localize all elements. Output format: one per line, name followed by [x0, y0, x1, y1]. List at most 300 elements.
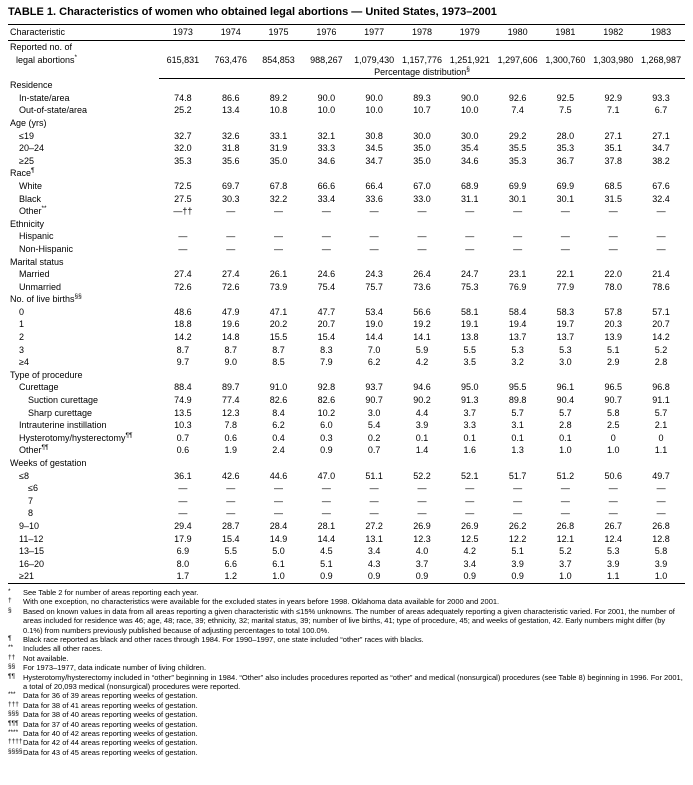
- cell-value: 8.7: [224, 344, 237, 355]
- cell-value: 92.9: [604, 92, 622, 103]
- cell-value: 94.6: [413, 382, 431, 393]
- table-row: [8, 495, 685, 508]
- cell-value: —††: [173, 206, 193, 217]
- cell-value: —: [274, 243, 284, 254]
- row-label-cell: [8, 507, 159, 520]
- footnote-marker: †††: [8, 700, 19, 708]
- cell-value: —: [369, 483, 379, 494]
- cell-value: —: [178, 495, 188, 506]
- section-row: [8, 457, 685, 470]
- cell-value: —: [465, 206, 475, 217]
- cell-value: 34.7: [652, 143, 670, 154]
- row-label: 13–15: [19, 546, 45, 557]
- cell-value: 3.2: [511, 357, 524, 368]
- cell-value: 14.9: [269, 533, 288, 544]
- cell-value: —: [560, 508, 570, 519]
- table-row: [8, 281, 685, 294]
- cell-value: 19.6: [221, 319, 240, 330]
- footnote-text: Hysterotomy/hysterectomy included in “other” beginning in 1984. “Other” also includes procedures reported as “other” and medical (nonsurgical) procedures (see Table 8) beginning in 1996. For 2001, a total of 20,093 medical (nonsurgical) procedures were reported.: [23, 672, 683, 691]
- cell-value: 91.3: [461, 395, 479, 406]
- cell-value: 68.9: [461, 180, 479, 191]
- footnote-marker: *: [8, 587, 11, 595]
- cell-value: 15.5: [269, 332, 288, 343]
- cell-value: 34.6: [317, 155, 336, 166]
- cell-value: —: [321, 231, 331, 242]
- row-label: 3: [19, 344, 25, 355]
- row-label: Hysterotomy/hysterectomy: [19, 432, 126, 443]
- cell-value: 18.8: [174, 319, 192, 330]
- cell-value: 1.0: [559, 445, 572, 456]
- cell-value: 13.7: [556, 332, 575, 343]
- footnote: [8, 673, 685, 692]
- cell-value: —: [465, 483, 475, 494]
- table-body: [8, 41, 685, 584]
- cell-value: 9.0: [224, 357, 237, 368]
- cell-value: 3.4: [367, 546, 381, 557]
- cell-value: 2.9: [606, 357, 620, 368]
- row-label: 8: [28, 508, 34, 519]
- cell-value: 5.7: [559, 407, 572, 418]
- cell-value: 47.9: [221, 306, 240, 317]
- cell-value: 1.9: [224, 445, 237, 456]
- footnote-marker: ††: [8, 653, 16, 661]
- cell-value: 89.2: [269, 92, 288, 103]
- cell-value: 7.5: [559, 105, 572, 116]
- row-label: Age (yrs): [10, 117, 47, 128]
- cell-value: 34.6: [461, 155, 479, 166]
- row-label: Black: [19, 193, 42, 204]
- table-row: [8, 381, 685, 394]
- cell-value: 9.7: [176, 357, 190, 368]
- cell-value: 8.4: [272, 407, 285, 418]
- row-label-cell: [8, 533, 159, 546]
- footnote: [8, 720, 685, 729]
- footnote-marker: §§§: [8, 710, 19, 718]
- row-label: ≥25: [19, 155, 34, 166]
- table-row: [8, 356, 685, 369]
- cell-value: 69.9: [508, 180, 527, 191]
- cell-value: 89.3: [413, 92, 431, 103]
- cell-value: 35.0: [413, 155, 431, 166]
- cell-value: —: [178, 483, 188, 494]
- cell-value: 8.0: [176, 558, 190, 569]
- column-header-year: 1979: [446, 25, 494, 41]
- section-row: [8, 256, 685, 269]
- cell-value: 5.1: [606, 344, 620, 355]
- cell-value: 32.1: [317, 130, 336, 141]
- cell-value: 32.0: [174, 143, 192, 154]
- cell-value: 5.7: [511, 407, 524, 418]
- cell-value: —: [417, 231, 427, 242]
- cell-value: 14.1: [413, 332, 431, 343]
- footnotes: [8, 588, 685, 757]
- cell-value: 3.5: [463, 357, 477, 368]
- cell-value: 5.4: [367, 420, 381, 431]
- column-header-year: 1982: [589, 25, 637, 41]
- cell-value: 0.9: [320, 571, 333, 582]
- cell-value: 35.4: [461, 143, 479, 154]
- cell-value: —: [560, 206, 570, 217]
- cell-value: 20.7: [652, 319, 670, 330]
- cell-value: 0.9: [463, 571, 477, 582]
- cell-value: —: [513, 483, 523, 494]
- cell-value: 615,831: [166, 54, 200, 65]
- footnote-text: With one exception, no characteristics were available for the excluded states in years before 1998. Oklahoma data available for 2000 and 2001.: [23, 597, 500, 607]
- footnote-marker: ¶¶: [125, 431, 133, 439]
- footnote: [8, 701, 685, 710]
- row-label: White: [19, 180, 43, 191]
- cell-value: 69.9: [556, 180, 575, 191]
- row-label: Unmarried: [19, 281, 62, 292]
- row-label-cell: [8, 444, 159, 457]
- cell-value: 1,300,760: [545, 54, 586, 65]
- label-line-1: Reported no. of: [10, 42, 73, 52]
- cell-value: 5.2: [559, 546, 572, 557]
- cell-value: 13.9: [604, 332, 622, 343]
- cell-value: —: [178, 231, 188, 242]
- cell-value: 33.3: [317, 143, 336, 154]
- cell-value: 4.3: [367, 558, 381, 569]
- cell-value: 32.6: [221, 130, 240, 141]
- table-row: [8, 318, 685, 331]
- row-label: ≤19: [19, 130, 34, 141]
- cell-value: 93.7: [365, 382, 383, 393]
- cell-value: 0.4: [272, 432, 285, 443]
- cell-value: 47.0: [317, 470, 336, 481]
- footnote-marker: ¶: [31, 167, 35, 175]
- cell-value: 58.1: [461, 306, 479, 317]
- cell-value: 52.2: [413, 470, 431, 481]
- cell-value: 90.0: [461, 92, 479, 103]
- cell-value: 1,303,980: [593, 54, 634, 65]
- row-label: Intrauterine instillation: [19, 420, 107, 431]
- section-row: [8, 218, 685, 231]
- cell-value: 0.1: [559, 432, 572, 443]
- table-row: [8, 482, 685, 495]
- row-label-cell: [8, 130, 159, 143]
- row-label: Suction curettage: [28, 395, 99, 406]
- cell-value: 92.8: [317, 382, 336, 393]
- cell-value: 68.5: [604, 180, 622, 191]
- cell-value: 47.1: [269, 306, 288, 317]
- cell-value: 14.8: [221, 332, 240, 343]
- cell-value: 8.7: [272, 344, 285, 355]
- section-label-cell: [8, 256, 685, 269]
- cell-value: 7.4: [511, 105, 524, 116]
- cell-value: 24.7: [461, 269, 479, 280]
- cell-value: —: [417, 243, 427, 254]
- row-label: Married: [19, 269, 50, 280]
- cell-value: 27.4: [221, 269, 240, 280]
- cell-value: —: [321, 495, 331, 506]
- cell-value: 3.7: [463, 407, 477, 418]
- cell-value: 13.1: [365, 533, 383, 544]
- table-row: [8, 205, 685, 218]
- footnote-text: Data for 42 of 44 areas reporting weeks of gestation.: [23, 738, 198, 748]
- row-label: Residence: [10, 80, 53, 91]
- cell-value: —: [178, 508, 188, 519]
- cell-value: 3.0: [367, 407, 381, 418]
- table-row: [8, 520, 685, 533]
- row-label: In-state/area: [19, 92, 70, 103]
- cell-value: 3.9: [606, 558, 620, 569]
- cell-value: 14.2: [652, 332, 670, 343]
- cell-value: 58.4: [508, 306, 527, 317]
- cell-value: 5.7: [654, 407, 668, 418]
- cell-value: 92.6: [508, 92, 527, 103]
- cell-value: 4.5: [320, 546, 333, 557]
- cell-value: —: [560, 483, 570, 494]
- footnote-text: Data for 40 of 42 areas reporting weeks of gestation.: [23, 729, 198, 739]
- footnote-marker: ¶¶: [8, 672, 15, 680]
- cell-value: —: [513, 243, 523, 254]
- cell-value: 12.3: [221, 407, 240, 418]
- row-label: Ethnicity: [10, 218, 45, 229]
- cell-value: 27.1: [652, 130, 670, 141]
- cell-value: 6.2: [367, 357, 381, 368]
- cell-value: 27.5: [174, 193, 192, 204]
- row-label-cell: [8, 104, 159, 117]
- row-label: 7: [28, 495, 34, 506]
- row-label-cell: [8, 142, 159, 155]
- cell-value: 91.0: [269, 382, 288, 393]
- cell-value: 3.9: [511, 558, 524, 569]
- cell-value: 7.9: [320, 357, 333, 368]
- cell-value: 27.1: [604, 130, 622, 141]
- cell-value: 24.3: [365, 269, 383, 280]
- cell-value: 90.0: [317, 92, 336, 103]
- cell-value: 10.3: [174, 420, 192, 431]
- cell-value: 0.7: [367, 445, 381, 456]
- cell-value: 90.7: [604, 395, 622, 406]
- cell-value: 56.6: [413, 306, 431, 317]
- cell-value: 34.7: [365, 155, 383, 166]
- cell-value: —: [560, 495, 570, 506]
- cell-value: 0.9: [511, 571, 524, 582]
- section-row: [8, 79, 685, 92]
- cell-value: 34.5: [365, 143, 383, 154]
- row-label-cell: [8, 570, 159, 583]
- cell-value: 26.7: [604, 520, 622, 531]
- table-row: [8, 180, 685, 193]
- table-row: [8, 243, 685, 256]
- column-header-year: 1975: [255, 25, 303, 41]
- table-row: [8, 507, 685, 520]
- cell-value: —: [321, 243, 331, 254]
- cell-value: 1,268,987: [641, 54, 682, 65]
- empty-cell: [8, 66, 159, 79]
- cell-value: —: [321, 206, 331, 217]
- column-header-year: 1976: [302, 25, 350, 41]
- cell-value: 95.5: [508, 382, 527, 393]
- cell-value: 12.2: [508, 533, 527, 544]
- table-row: [8, 268, 685, 281]
- footnote: [8, 710, 685, 719]
- row-label-cell: [8, 356, 159, 369]
- column-header-year: 1981: [542, 25, 590, 41]
- cell-value: 20.7: [317, 319, 336, 330]
- cell-value: 30.3: [221, 193, 240, 204]
- cell-value: —: [226, 483, 236, 494]
- cell-value: 1,079,430: [354, 54, 395, 65]
- footnote-marker: ††††: [8, 738, 23, 746]
- footnote-text: Black race reported as black and other races through 1984. For 1990–1997, one state included “other” races with blacks.: [23, 634, 424, 644]
- cell-value: —: [417, 483, 427, 494]
- cell-value: 2.1: [654, 420, 668, 431]
- row-label: 11–12: [19, 533, 44, 544]
- footnote-marker: **: [8, 644, 14, 652]
- cell-value: —: [513, 231, 523, 242]
- row-label-cell: [8, 520, 159, 533]
- cell-value: 4.0: [415, 546, 429, 557]
- row-label-cell: [8, 482, 159, 495]
- row-label: Curettage: [19, 382, 59, 393]
- cell-value: 88.4: [174, 382, 192, 393]
- cell-value: 0.2: [367, 432, 381, 443]
- cell-value: 5.3: [606, 546, 620, 557]
- cell-value: 75.7: [365, 281, 383, 292]
- cell-value: —: [178, 243, 188, 254]
- cell-value: 2.8: [654, 357, 668, 368]
- cell-value: 35.0: [413, 143, 431, 154]
- footnote-text: Not available.: [23, 653, 69, 663]
- cell-value: 33.6: [365, 193, 383, 204]
- cell-value: 76.9: [508, 281, 527, 292]
- cell-value: 12.5: [461, 533, 479, 544]
- cell-value: 12.3: [413, 533, 431, 544]
- section-label-cell: [8, 218, 685, 231]
- cell-value: 5.0: [272, 546, 285, 557]
- footnote-marker: §§§§: [8, 747, 23, 755]
- row-label-cell: [8, 558, 159, 571]
- row-label-cell: [8, 155, 159, 168]
- row-label: Non-Hispanic: [19, 243, 74, 254]
- cell-value: 0.3: [320, 432, 333, 443]
- cell-value: 6.7: [654, 105, 668, 116]
- table-row: [8, 306, 685, 319]
- cell-value: 14.4: [365, 332, 383, 343]
- row-label-cell: [8, 193, 159, 206]
- cell-value: 20.3: [604, 319, 622, 330]
- cell-value: 31.9: [269, 143, 288, 154]
- cell-value: 1.3: [511, 445, 524, 456]
- cell-value: 30.0: [461, 130, 479, 141]
- footnote-text: Data for 38 of 41 areas reporting weeks of gestation.: [23, 700, 198, 710]
- cell-value: 75.4: [317, 281, 336, 292]
- cell-value: 89.7: [221, 382, 240, 393]
- cell-value: 27.2: [365, 520, 383, 531]
- section-label-cell: [8, 167, 685, 180]
- cell-value: 12.8: [652, 533, 670, 544]
- section-row: [8, 167, 685, 180]
- cell-value: 19.2: [413, 319, 431, 330]
- cell-value: 82.6: [317, 395, 336, 406]
- cell-value: 93.3: [652, 92, 670, 103]
- footnote: [8, 663, 685, 672]
- cell-value: 8.3: [320, 344, 333, 355]
- cell-value: 67.0: [413, 180, 431, 191]
- table-row: [8, 558, 685, 571]
- cell-value: 5.3: [511, 344, 524, 355]
- cell-value: —: [226, 231, 236, 242]
- cell-value: 36.7: [556, 155, 575, 166]
- cell-value: —: [656, 495, 666, 506]
- cell-value: —: [274, 231, 284, 242]
- cell-value: 35.3: [556, 143, 575, 154]
- cell-value: 31.5: [604, 193, 622, 204]
- column-header-characteristic: Characteristic: [8, 25, 159, 41]
- cell-value: 44.6: [269, 470, 288, 481]
- cell-value: 10.0: [365, 105, 383, 116]
- cell-value: 3.3: [463, 420, 477, 431]
- footnote-marker: ¶¶: [41, 444, 49, 452]
- column-header-year: 1983: [637, 25, 685, 41]
- cell-value: 78.0: [604, 281, 622, 292]
- cell-value: 57.8: [604, 306, 622, 317]
- cell-value: —: [369, 508, 379, 519]
- row-label: Hispanic: [19, 231, 54, 242]
- section-row: [8, 293, 685, 306]
- cell-value: 5.9: [415, 344, 429, 355]
- row-label-cell: [8, 281, 159, 294]
- table-row: [8, 331, 685, 344]
- table-row: [8, 444, 685, 457]
- cell-value: 3.4: [463, 558, 477, 569]
- table-row: [8, 130, 685, 143]
- cell-value: 35.0: [269, 155, 288, 166]
- cell-value: —: [321, 483, 331, 494]
- row-label-cell: [8, 331, 159, 344]
- cell-value: 6.2: [272, 420, 285, 431]
- table-row: [8, 155, 685, 168]
- cell-value: 8.7: [176, 344, 190, 355]
- cell-value: —: [560, 231, 570, 242]
- row-label-cell: [8, 205, 159, 218]
- cell-value: —: [274, 206, 284, 217]
- row-label: ≤6: [28, 483, 38, 494]
- cell-value: 96.8: [652, 382, 670, 393]
- row-label-cell: [8, 344, 159, 357]
- row-label-cell: [8, 394, 159, 407]
- cell-value: 73.6: [413, 281, 431, 292]
- cell-value: —: [513, 206, 523, 217]
- cell-value: 77.4: [221, 395, 240, 406]
- cell-value: 37.8: [604, 155, 622, 166]
- cell-value: 31.1: [461, 193, 479, 204]
- cell-value: 10.0: [461, 105, 479, 116]
- cell-value: 8.5: [272, 357, 285, 368]
- cell-value: 72.6: [221, 281, 240, 292]
- cell-value: 15.4: [317, 332, 336, 343]
- cell-value: 5.3: [559, 344, 572, 355]
- table-row: [8, 92, 685, 105]
- row-label: Type of procedure: [10, 369, 83, 380]
- cell-value: 26.8: [556, 520, 575, 531]
- table-row: [8, 533, 685, 546]
- footnote-marker: §§: [8, 663, 16, 671]
- cell-value: 35.6: [221, 155, 240, 166]
- footnote-text: Based on known values in data from all areas reporting a given characteristic with ≤15% unknowns. The number of areas adequately reporting a given characteristic varied. For 2001, the number of areas included for residence was 46; age, 48; race, 39; ethnicity, 32; marital status, 39; number of live births, 41; type of procedure, 45; and weeks of gestation, 42. Early numbers might differ (by 0.1%) from numbers previously published because of adjusting percentages to total 100.0%.: [23, 606, 675, 635]
- table-row: [8, 570, 685, 583]
- footnote-marker: §: [8, 606, 12, 614]
- column-header-year: 1980: [494, 25, 542, 41]
- cell-value: 0.1: [415, 432, 429, 443]
- header-row: [8, 25, 685, 41]
- footnote: [8, 607, 685, 635]
- cell-value: 0.9: [415, 571, 429, 582]
- footnote: [8, 635, 685, 644]
- footnote-text: Data for 43 of 45 areas reporting weeks of gestation.: [23, 747, 198, 757]
